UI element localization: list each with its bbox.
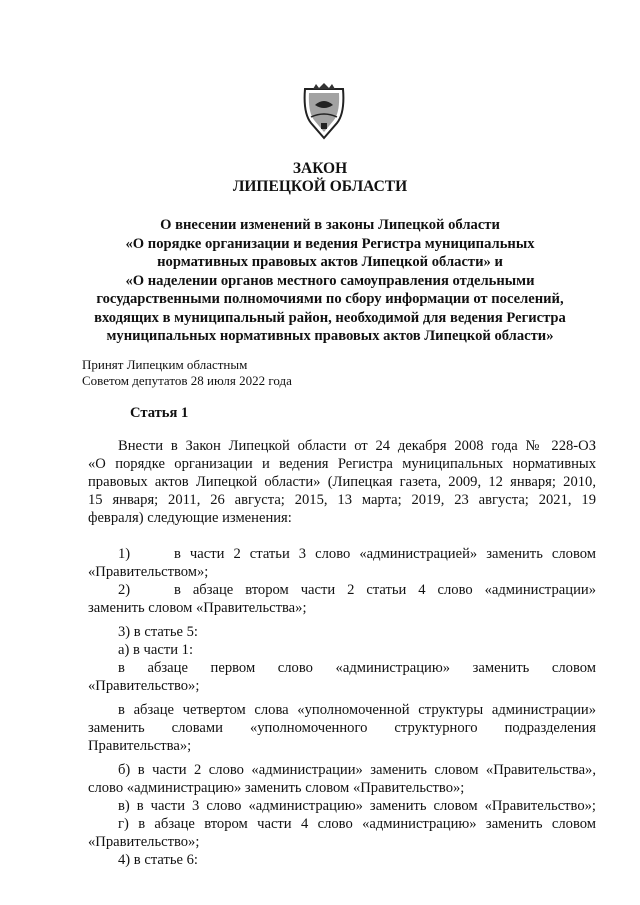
item-2-line [88,581,596,599]
adoption-note [82,357,292,389]
item-2-number: 2) [118,582,131,598]
item-3d-continuation: «Правительство»; [88,834,200,850]
intro-line: «О порядке организации и ведения Регистра муниципальных нормативных [88,456,596,472]
item-3b-line: б) в части 2 слово «администрации» заменить словом «Правительства», [118,762,596,778]
item-1-continuation: «Правительством»; [88,564,209,580]
item-1-text: в части 2 статьи 3 слово «администрацией» заменить словом [174,546,596,562]
adoption-line-1: Принят Липецким областным [82,357,248,372]
intro-line: февраля) следующие изменения: [88,510,292,526]
item-1-number: 1) [118,546,131,562]
item-3-heading: 3) в статье 5: [118,624,198,640]
subject-line: «О порядке организации и ведения Регистра муниципальных [125,235,535,252]
subject-line: нормативных правовых актов Липецкой области» и [157,254,503,270]
item-3a-2-continuation: Правительства»; [88,738,192,754]
item-2-continuation: заменить словом «Правительства»; [88,600,307,616]
item-3d-line: г) в абзаце втором части 4 слово «администрацию» заменить словом [118,816,596,832]
intro-line: правовых актов Липецкой области» (Липецкая газета, 2009, 12 января; 2010, [88,474,596,490]
intro-paragraph [88,437,596,527]
item-1-line [88,545,596,563]
subject-line: входящих в муниципальный район, необходимой для ведения Регистра [94,309,566,326]
subject-line: государственными полномочиями по сбору информации от поселений, [96,291,564,307]
coat-of-arms-icon [301,83,347,141]
item-3a-2-line: в абзаце четвертом слова «уполномоченной структуры администрации» [118,702,596,718]
title-line-2: ЛИПЕЦКОЙ ОБЛАСТИ [232,178,408,195]
item-3a-1-line: в абзаце первом слово «администрацию» заменить словом [118,660,596,676]
subject-line: «О наделении органов местного самоуправления отдельными [125,272,535,289]
item-3a-1-continuation: «Правительство»; [88,678,200,694]
adoption-line-2: Советом депутатов 28 июля 2022 года [82,373,292,388]
title-line-1: ЗАКОН [292,160,348,177]
item-3a-heading: а) в части 1: [118,642,194,658]
item-4-heading: 4) в статье 6: [118,852,198,868]
item-2-text: в абзаце втором части 2 статьи 4 слово «администрации» [174,582,596,598]
law-subject [80,216,580,346]
amendment-items [88,545,596,869]
article-heading: Статья 1 [130,405,189,421]
item-3b-continuation: слово «администрацию» заменить словом «Правительство»; [88,780,465,796]
intro-line: Внести в Закон Липецкой области от 24 декабря 2008 года № 228-ОЗ [118,438,596,454]
item-3a-2-line: заменить словами «уполномоченного структурного подразделения [88,720,596,736]
item-3c-line: в) в части 3 слово «администрацию» заменить словом «Правительство»; [118,798,596,814]
subject-line: О внесении изменений в законы Липецкой области [160,217,500,233]
intro-line: 15 января; 2011, 26 августа; 2015, 13 марта; 2019, 23 августа; 2021, 19 [88,492,596,508]
subject-line: муниципальных нормативных правовых актов Липецкой области» [106,328,554,344]
